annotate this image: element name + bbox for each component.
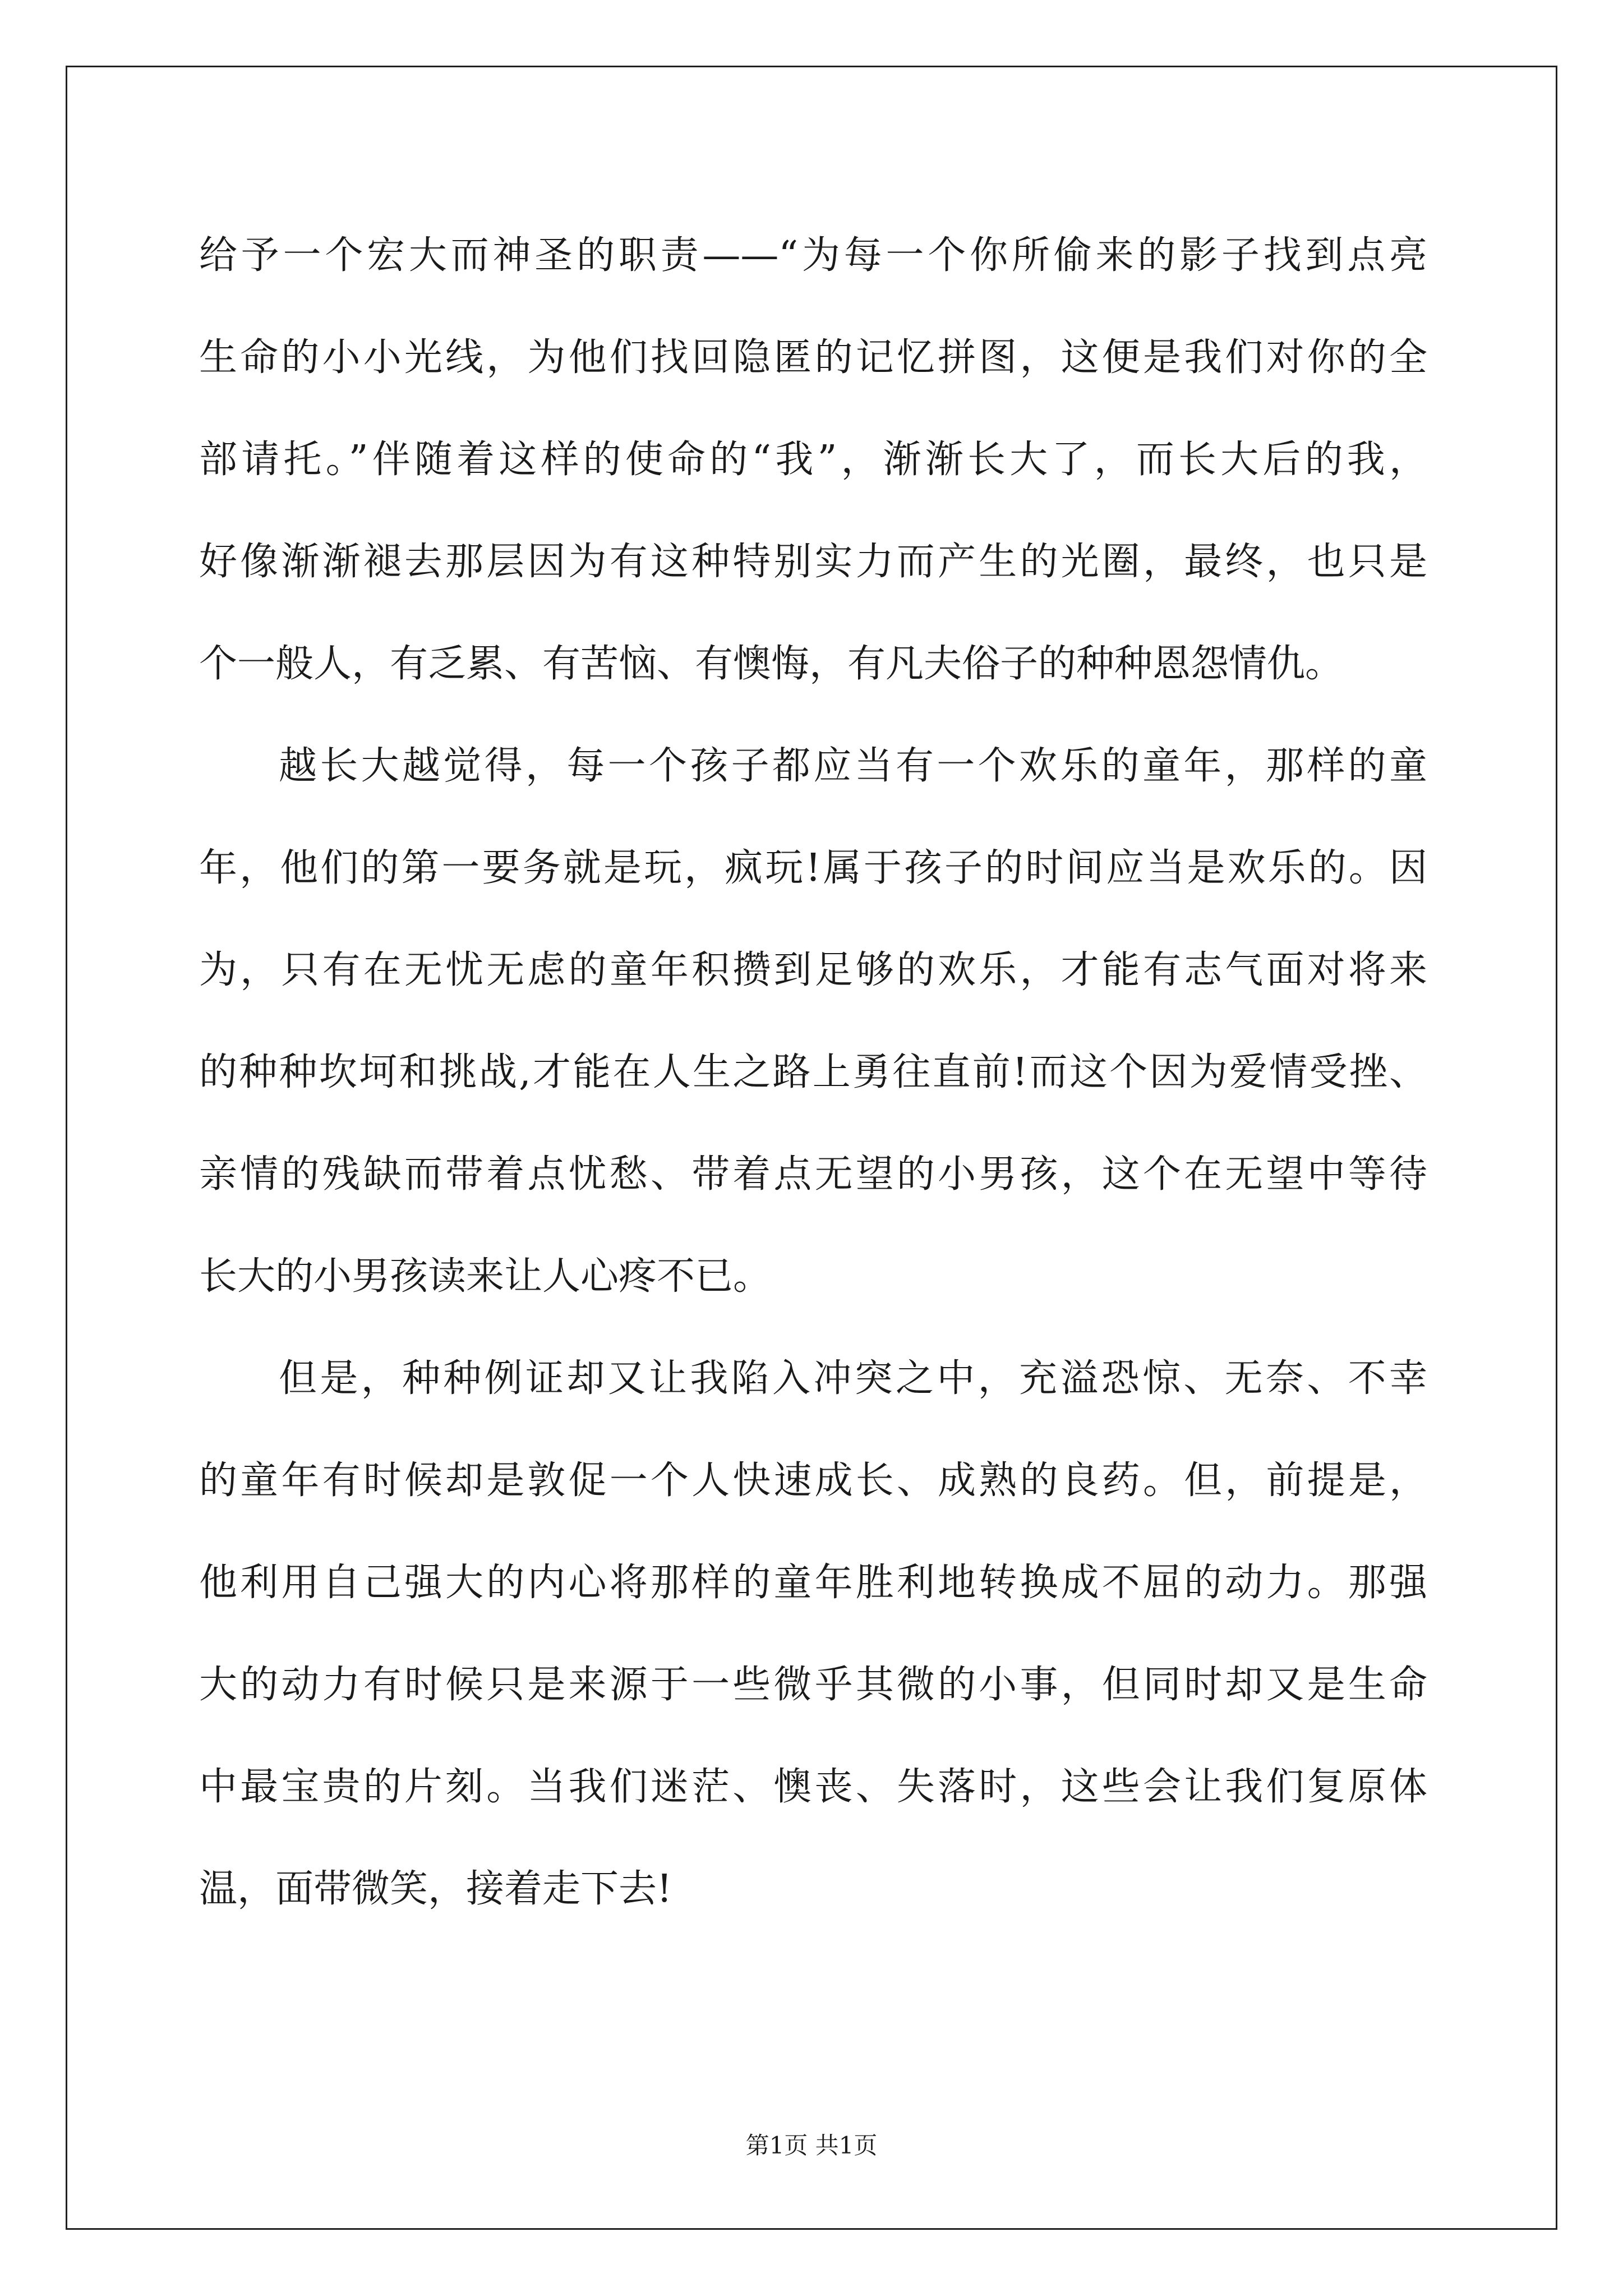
paragraph-2-line-5: 亲情的残缺而带着点忧愁、带着点无望的小男孩，这个在无望中等待 <box>199 1152 1427 1197</box>
paragraph-3-line-3: 他利用自己强大的内心将那样的童年胜利地转换成不屈的动力。那强 <box>199 1561 1427 1605</box>
paragraph-3-line-1: 但是，种种例证却又让我陷入冲突之中，充溢恐惊、无奈、不幸 <box>279 1356 1427 1401</box>
paragraph-1-line-2: 生命的小小光线，为他们找回隐匿的记忆拼图，这便是我们对你的全 <box>199 335 1427 380</box>
paragraph-1-line-1: 给予一个宏大而神圣的职责——“为每一个你所偷来的影子找到点亮 <box>199 233 1427 278</box>
paragraph-3-line-4: 大的动力有时候只是来源于一些微乎其微的小事，但同时却又是生命 <box>199 1663 1427 1707</box>
paragraph-2-line-4: 的种种坎坷和挑战,才能在人生之路上勇往直前!而这个因为爱情受挫、 <box>199 1050 1427 1094</box>
paragraph-2-line-6: 长大的小男孩读来让人心疼不已。 <box>199 1254 772 1299</box>
paragraph-2-line-3: 为，只有在无忧无虑的童年积攒到足够的欢乐，才能有志气面对将来 <box>199 948 1427 992</box>
paragraph-3-line-6: 温，面带微笑，接着走下去! <box>199 1867 672 1911</box>
paragraph-2-line-2: 年，他们的第一要务就是玩，疯玩!属于孩子的时间应当是欢乐的。因 <box>199 846 1427 890</box>
page-footer: 第1页 共1页 <box>745 2132 878 2159</box>
paragraph-1-line-5: 个一般人，有乏累、有苦恼、有懊悔，有凡夫俗子的种种恩怨情仇。 <box>199 642 1344 686</box>
paragraph-3-line-2: 的童年有时候却是敦促一个人快速成长、成熟的良药。但，前提是， <box>199 1458 1427 1503</box>
paragraph-2-line-1: 越长大越觉得，每一个孩子都应当有一个欢乐的童年，那样的童 <box>279 744 1427 788</box>
paragraph-1-line-4: 好像渐渐褪去那层因为有这种特别实力而产生的光圈，最终，也只是 <box>199 540 1427 584</box>
paragraph-3-line-5: 中最宝贵的片刻。当我们迷茫、懊丧、失落时，这些会让我们复原体 <box>199 1765 1427 1809</box>
paragraph-1-line-3: 部请托。”伴随着这样的使命的“我”，渐渐长大了，而长大后的我， <box>199 438 1427 482</box>
document-body <box>199 205 1427 1940</box>
